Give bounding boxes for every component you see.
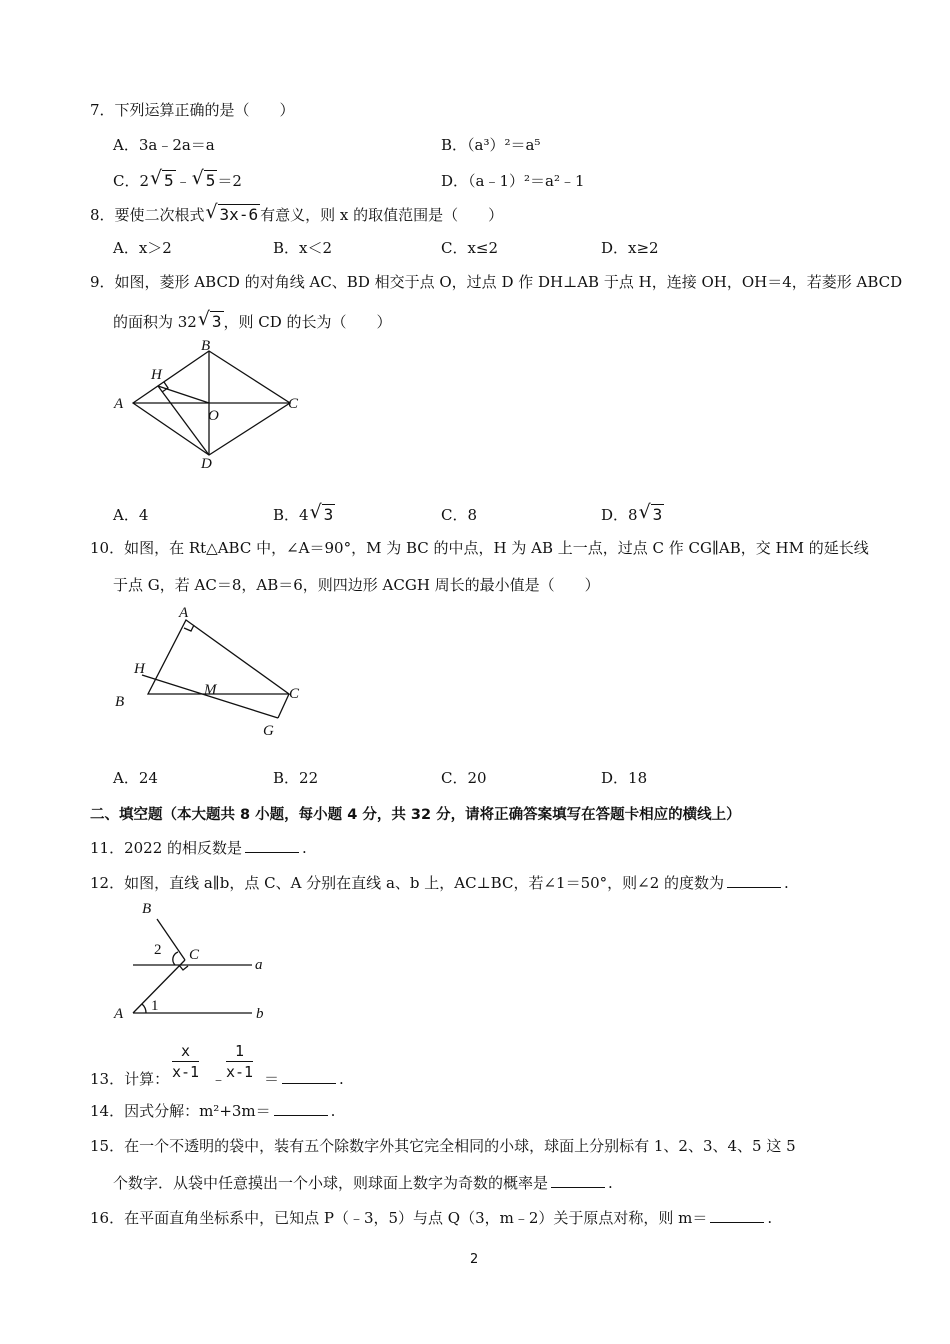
q10-option-c: C．20: [441, 769, 487, 787]
q7-option-c: [113, 171, 242, 191]
q15-line1: 15．在一个不透明的袋中，装有五个除数字外其它完全相同的小球，球面上分别标有 1、2、3、4、5 这 5: [90, 1137, 796, 1155]
q8-option-d: D．x≥2: [601, 239, 659, 257]
q7-option-a: A．3a﹣2a＝a: [113, 136, 215, 154]
q9-stem-line1: 9．如图，菱形 ABCD 的对角线 AC、BD 相交于点 O，过点 D 作 DH⊥AB 于点 H，连接 OH，OH＝4，若菱形 ABCD: [90, 273, 903, 291]
q8-stem: [90, 205, 503, 225]
q10-stem-line1: 10．如图，在 Rt△ABC 中，∠A＝90°，M 为 BC 的中点，H 为 AB 上一点，过点 C 作 CG∥AB，交 HM 的延长线: [90, 539, 869, 557]
sqrt-3x-6: √ 3x-6: [206, 205, 261, 225]
q9-option-a: A．4: [113, 506, 149, 524]
triangle-abc: [148, 620, 289, 694]
q8-option-c: C．x≤2: [441, 239, 499, 257]
q13-minus: ﹣: [211, 1070, 227, 1088]
q10-option-d: D．18: [601, 769, 648, 787]
q7-option-b: B．（a³）²＝a⁵: [441, 136, 541, 154]
right-angle-mark: [184, 625, 194, 631]
section-heading: 二、填空题（本大题共 8 小题，每小题 4 分，共 32 分，请将正确答案填写在答题卡相应的横线上）: [90, 807, 741, 823]
sqrt-3: √ 3: [310, 505, 336, 525]
q9-option-d: D．8√ 3: [601, 505, 664, 525]
answer-blank: [245, 838, 299, 853]
q10-option-b: B．22: [273, 769, 319, 787]
sqrt-3: √ 3: [639, 505, 665, 525]
q7-option-c-minus: ﹣: [175, 172, 191, 190]
label-c: C: [189, 947, 200, 963]
label-a: A: [114, 396, 124, 412]
q8-option-b: B．x＜2: [273, 239, 333, 257]
label-g: G: [263, 723, 274, 739]
q13-answer: ＝ .: [264, 1070, 344, 1088]
q10-triangle-figure: [100, 598, 320, 748]
answer-blank: [551, 1173, 605, 1188]
label-angle-1: 1: [151, 998, 159, 1014]
q15-line2: 个数字．从袋中任意摸出一个小球，则球面上数字为奇数的概率是 .: [113, 1174, 613, 1192]
q13-prefix: 13．计算：: [90, 1070, 170, 1088]
label-m: M: [204, 682, 217, 698]
label-h: H: [151, 367, 162, 383]
q10-option-a: A．24: [113, 769, 158, 787]
sqrt-5: √ 5: [150, 171, 176, 191]
q11: 11．2022 的相反数是 .: [90, 839, 307, 857]
q8-option-a: A．x＞2: [113, 239, 172, 257]
answer-blank: [274, 1101, 328, 1116]
q14: 14．因式分解：m²+3m＝ .: [90, 1102, 336, 1120]
answer-blank: [282, 1069, 336, 1084]
label-a: A: [179, 605, 189, 621]
label-b: B: [201, 338, 211, 354]
segment-cg: [278, 694, 289, 718]
label-angle-2: 2: [154, 942, 162, 958]
answer-blank: [727, 873, 781, 888]
q9-rhombus-figure: [100, 330, 320, 480]
fraction-1-over-x-minus-1: $\frac{1}{x-1}$: [226, 1042, 254, 1081]
q9-option-b: B．4√ 3: [273, 505, 335, 525]
angle-1-arc: [142, 1004, 146, 1013]
q9-option-c: C．8: [441, 506, 478, 524]
label-b: B: [115, 694, 125, 710]
label-h: H: [134, 661, 145, 677]
answer-blank: [710, 1208, 764, 1223]
segment-dh: [158, 386, 209, 455]
angle-2-arc: [173, 952, 178, 965]
q7-option-c-suffix: ＝2: [217, 172, 242, 190]
label-a-point: A: [114, 1006, 124, 1022]
q16: 16．在平面直角坐标系中，已知点 P（﹣3，5）与点 Q（3，m﹣2）关于原点对称，则 m＝ .: [90, 1209, 773, 1227]
label-c: C: [288, 396, 299, 412]
q10-stem-line2: 于点 G，若 AC＝8，AB＝6，则四边形 ACGH 周长的最小值是（ ）: [113, 576, 600, 594]
segment-oh: [158, 386, 209, 403]
q8-stem-prefix: 8．要使二次根式: [90, 206, 205, 224]
q9-stem-line2: 的面积为 32√ 3 ，则 CD 的长为（ ）: [113, 312, 392, 332]
segment-ac: [133, 960, 185, 1013]
sqrt-3: √ 3: [198, 312, 224, 332]
fraction-x-over-x-minus-1: $\frac{x}{x-1}$: [172, 1042, 200, 1081]
label-line-b: b: [256, 1006, 264, 1022]
q12-parallel-lines-figure: [100, 893, 300, 1028]
q7-option-c-prefix: C．2: [113, 172, 150, 190]
label-c: C: [289, 686, 300, 702]
label-d: D: [201, 456, 212, 472]
right-angle-mark: [179, 965, 188, 970]
q8-stem-suffix: 有意义，则 x 的取值范围是（ ）: [260, 206, 504, 224]
label-line-a: a: [255, 957, 263, 973]
sqrt-5: √ 5: [192, 171, 218, 191]
q12: 12．如图，直线 a∥b，点 C、A 分别在直线 a、b 上，AC⊥BC，若∠1＝50°，则∠2 的度数为 .: [90, 874, 789, 892]
page-number: 2: [470, 1252, 479, 1267]
q7-option-d: D．（a﹣1）²＝a²﹣1: [441, 172, 585, 190]
label-b: B: [142, 901, 152, 917]
label-o: O: [208, 408, 219, 424]
q7-stem: 7．下列运算正确的是（ ）: [90, 101, 295, 119]
